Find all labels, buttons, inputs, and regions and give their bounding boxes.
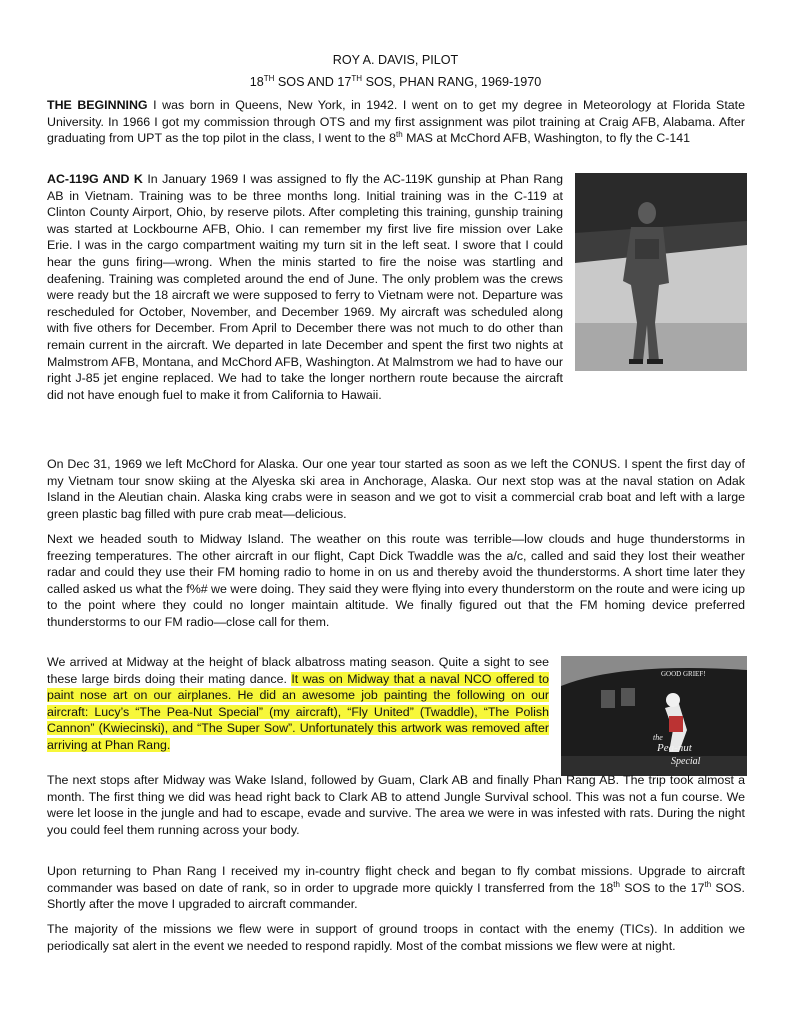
paragraph-text: I was born in Queens, New York, in 1942. I went on to get my degree in Meteorology at Florida State University. In 1966 I got my commission through OTS and my first assignment was pilot training at Craig AFB, Alabama. After graduating from UPT as the top pilot in the class, I went to the 8 (47, 98, 745, 146)
superscript: th (704, 879, 712, 889)
subtitle-part: SOS AND 17 (274, 75, 352, 89)
pilot-photo (575, 173, 747, 371)
subtitle-part: 18 (249, 75, 264, 89)
superscript: th (395, 130, 403, 140)
paragraph-text: We arrived at Midway at the height of black albatross mating season. Quite a sight to see these large birds doing their mating dance. (47, 655, 549, 686)
paragraph-jungle-survival: The next stops after Midway was Wake Island, followed by Guam, Clark AB and finally Phan Rang AB. The trip took almost a month. The first thing we did was head right back to Clark AB to attend Jungle Survival school. This was not a fun course. We were let loose in the jungle and had to escape, evade and survive. The area we were in was infested with rats. During the night you could feel them running across your body. (47, 773, 745, 837)
subtitle-superscript: TH (351, 73, 363, 83)
paragraph-text: MAS at McChord AFB, Washington, to fly the C-141 (402, 131, 691, 146)
nose-art-image (561, 656, 747, 776)
paragraph-text: SOS. Shortly after the move I upgraded to aircraft commander. (47, 880, 746, 912)
paragraph-upgrade (47, 863, 745, 913)
document-title: ROY A. DAVIS, PILOT (332, 53, 459, 67)
nose-art-text: Pea-nut (657, 742, 692, 754)
paragraph-midway-weather: Next we headed south to Midway Island. The weather on this route was terrible—low clouds and huge thunderstorms in freezing temperatures. The other aircraft in our flight, Capt Dick Twaddle was the a/c, called and said they lost their weather radar and could they use their FM homing radio to home in on us and thereby avoid the thunderstorms. A short time later they called asked us what the f%# we were doing. They said they were flying into every thunderstorm on the route and were icing up to the point where they could no longer maintain altitude. We finally figured out that the FM homing device preferred thunderstorms to our FM radio—close call for them. (47, 532, 745, 629)
paragraph-alaska: On Dec 31, 1969 we left McChord for Alaska. Our one year tour started as soon as we left the CONUS. I spent the first day of my Vietnam tour snow skiing at the Alyeska ski area in Anchorage, Alaska. Our next stop was at the naval station on Adak Island in the Aleutian chain. Alaska king crabs were in season and we got to visit a commercial crab boat and left with a large green plastic bag filled with pure crab meat—delicious. (47, 457, 745, 521)
superscript: th (613, 879, 620, 889)
paragraph-combat-missions: The majority of the missions we flew were in support of ground troops in contact with the enemy (TICs). In addition we periodically sat alert in the event we needed to respond rapidly. Most of the combat missions we flew were at night. (47, 922, 745, 953)
document-subtitle (0, 75, 791, 90)
paragraph-text: SOS to the 17 (619, 880, 705, 895)
paragraph-text: In January 1969 I was assigned to fly the AC-119K gunship at Phan Rang AB in Vietnam. Training was to be three months long. Initial training was in the C-119 at Clinton County Airport, Ohio, by reserve pilots. After completing this training, gunship training was started at Lockbourne AFB, Ohio. I can remember my first live fire mission over Lake Erie. I was in the cargo compartment waiting my turn sit in the left seat. I swore that I could hear the guns firing—wrong. When the minis started to fire the noise was startling and deafening. Training was completed around the end of June. The only problem was the crews were ready but the 18 aircraft we were supposed to ferry to Vietnam were not. Departure was rescheduled for October, November, and December 1969. My aircraft was scheduled along with five others for December. From April to December there was not much to do other than remain current in the aircraft. We departed in late December and spent the first two nights at Malmstrom AFB, Montana, and McChord AFB, Washington. At Malmstrom we had to have our right J-85 jet engine replaced. We had to take the longer northern route because the aircraft did not have enough fuel to make it from California to Hawaii. (47, 172, 564, 402)
highlighted-text: It was on Midway that a naval NCO offered to paint nose art on our airplanes. He did an awesome job painting the following on our aircraft: Lucy’s “The Pea-Nut Special” (my aircraft), “Fly United” (Twaddle), “The Polish Cannon” (Kwiecinski), and “The Super Sow”. Unfortunately this artwork was removed after arriving at Phan Rang. (47, 671, 549, 752)
nose-art-text: GOOD GRIEF! (661, 670, 706, 678)
nose-art-text: Special (671, 756, 701, 767)
nose-art-photo (561, 656, 747, 776)
subtitle-superscript: TH (263, 73, 275, 83)
nose-art-text: the (653, 733, 663, 742)
pilot-photo-image (575, 173, 747, 371)
section-lead-heading: THE BEGINNING (47, 98, 148, 112)
paragraph-text: Upon returning to Phan Rang I received my in-country flight check and began to fly combat missions. Upgrade to aircraft commander was based on date of rank, so in order to upgrade more quickly I transferred from the 18 (47, 864, 745, 895)
paragraph-ac-119 (47, 171, 745, 403)
subtitle-part: SOS, PHAN RANG, 1969-1970 (362, 75, 542, 89)
paragraph-nose-art (47, 654, 745, 778)
paragraph-the-beginning (47, 97, 745, 147)
section-lead-heading: AC-119G AND K (47, 172, 143, 186)
